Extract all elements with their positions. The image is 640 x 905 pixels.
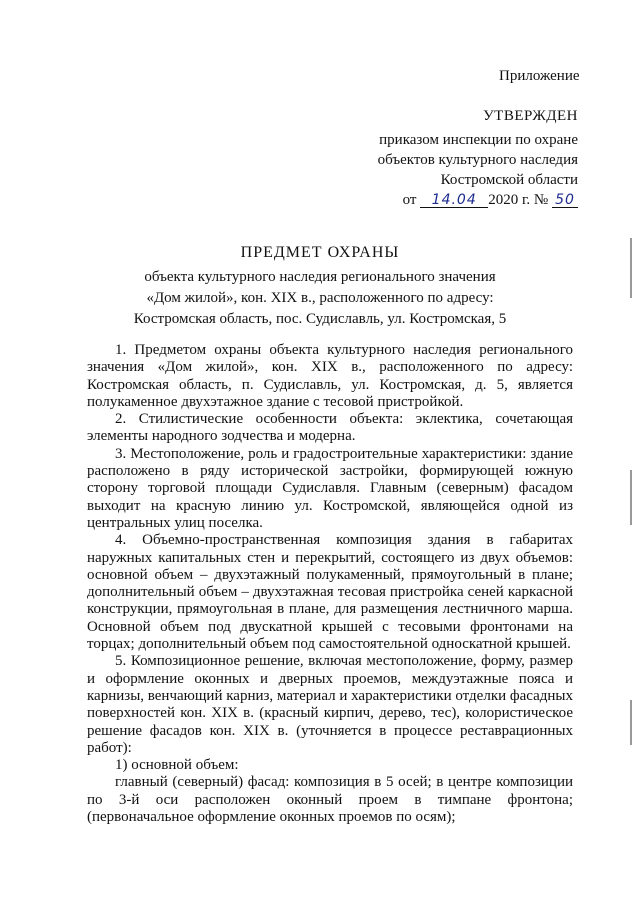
paragraph-3: 3. Местоположение, роль и градостроительные характеристики: здание расположено в ряду исторической застройки, формирующей южную сторону торговой площади Судиславля. Главным (северным) фасадом выходит на красную линию ул. Костромской, являющейся одной из центральных улиц поселка. xyxy=(87,445,573,531)
document-title-block xyxy=(64,242,576,330)
from-label: от xyxy=(402,192,417,208)
attachment-label: Приложение xyxy=(499,68,580,84)
approval-block xyxy=(318,106,578,210)
handwritten-number: 50 xyxy=(555,192,575,208)
order-date-number-line xyxy=(318,190,578,210)
scan-edge-mark xyxy=(630,470,632,525)
scan-edge-mark xyxy=(630,238,632,298)
handwritten-date: 14.04 xyxy=(431,192,477,208)
year-number-text: 2020 г. № xyxy=(488,192,549,208)
number-field xyxy=(552,193,578,208)
document-title: ПРЕДМЕТ ОХРАНЫ xyxy=(240,244,400,261)
title-line-1: объекта культурного наследия регионального значения xyxy=(144,269,496,285)
title-line-2: «Дом жилой», кон. XIX в., расположенного по адресу: xyxy=(146,290,494,306)
paragraph-4: 4. Объемно-пространственная композиция здания в габаритах наружных капитальных стен и перекрытий, состоящего из двух объемов: основной объем – двухэтажный полукаменный, прямоугольный в плане; дополнительный объем – двухэтажная тесовая пристройка сеней каркасной конструкции, прямоугольная в плане, для размещения лестничного марша. Основной объем под двускатной крышей с тесовыми фронтонами на торцах; дополнительный объем под самостоятельной односкатной крышей. xyxy=(87,532,573,653)
paragraph-2: 2. Стилистические особенности объекта: эклектика, сочетающая элементы народного зодчества и модерна. xyxy=(87,411,573,445)
approved-heading: УТВЕРЖДЕН xyxy=(483,108,578,124)
paragraph-7: главный (северный) фасад: композиция в 5 осей; в центре композиции по 3-й оси расположен оконный проем в тимпане фронтона; (первоначальное оформление оконных проемов по осям); xyxy=(87,774,573,826)
order-line-3: Костромской области xyxy=(440,172,578,188)
order-line-1: приказом инспекции по охране xyxy=(379,132,578,148)
title-line-3: Костромская область, пос. Судиславль, ул. Костромская, 5 xyxy=(133,311,507,327)
paragraph-1: 1. Предметом охраны объекта культурного наследия регионального значения «Дом жилой», кон. XIX в., расположенного по адресу: Костромская область, п. Судиславль, ул. Костромская, д. 5, является полукаменное двухэтажное здание с тесовой пристройкой. xyxy=(87,342,573,410)
scan-edge-mark xyxy=(630,700,632,745)
paragraph-6: 1) основной объем: xyxy=(115,757,239,774)
paragraph-5: 5. Композиционное решение, включая местоположение, форму, размер и оформление оконных и дверных проемов, междуэтажные пояса и карнизы, венчающий карниз, материал и характеристики отделки фасадных поверхностей кон. XIX в. (красный кирпич, дерево, тес), колористическое решение фасадов кон. XIX в. (уточняется в процессе реставрационных работ): xyxy=(87,653,573,756)
date-field xyxy=(420,193,488,208)
order-line-2: объектов культурного наследия xyxy=(377,152,578,168)
document-body xyxy=(87,342,573,826)
